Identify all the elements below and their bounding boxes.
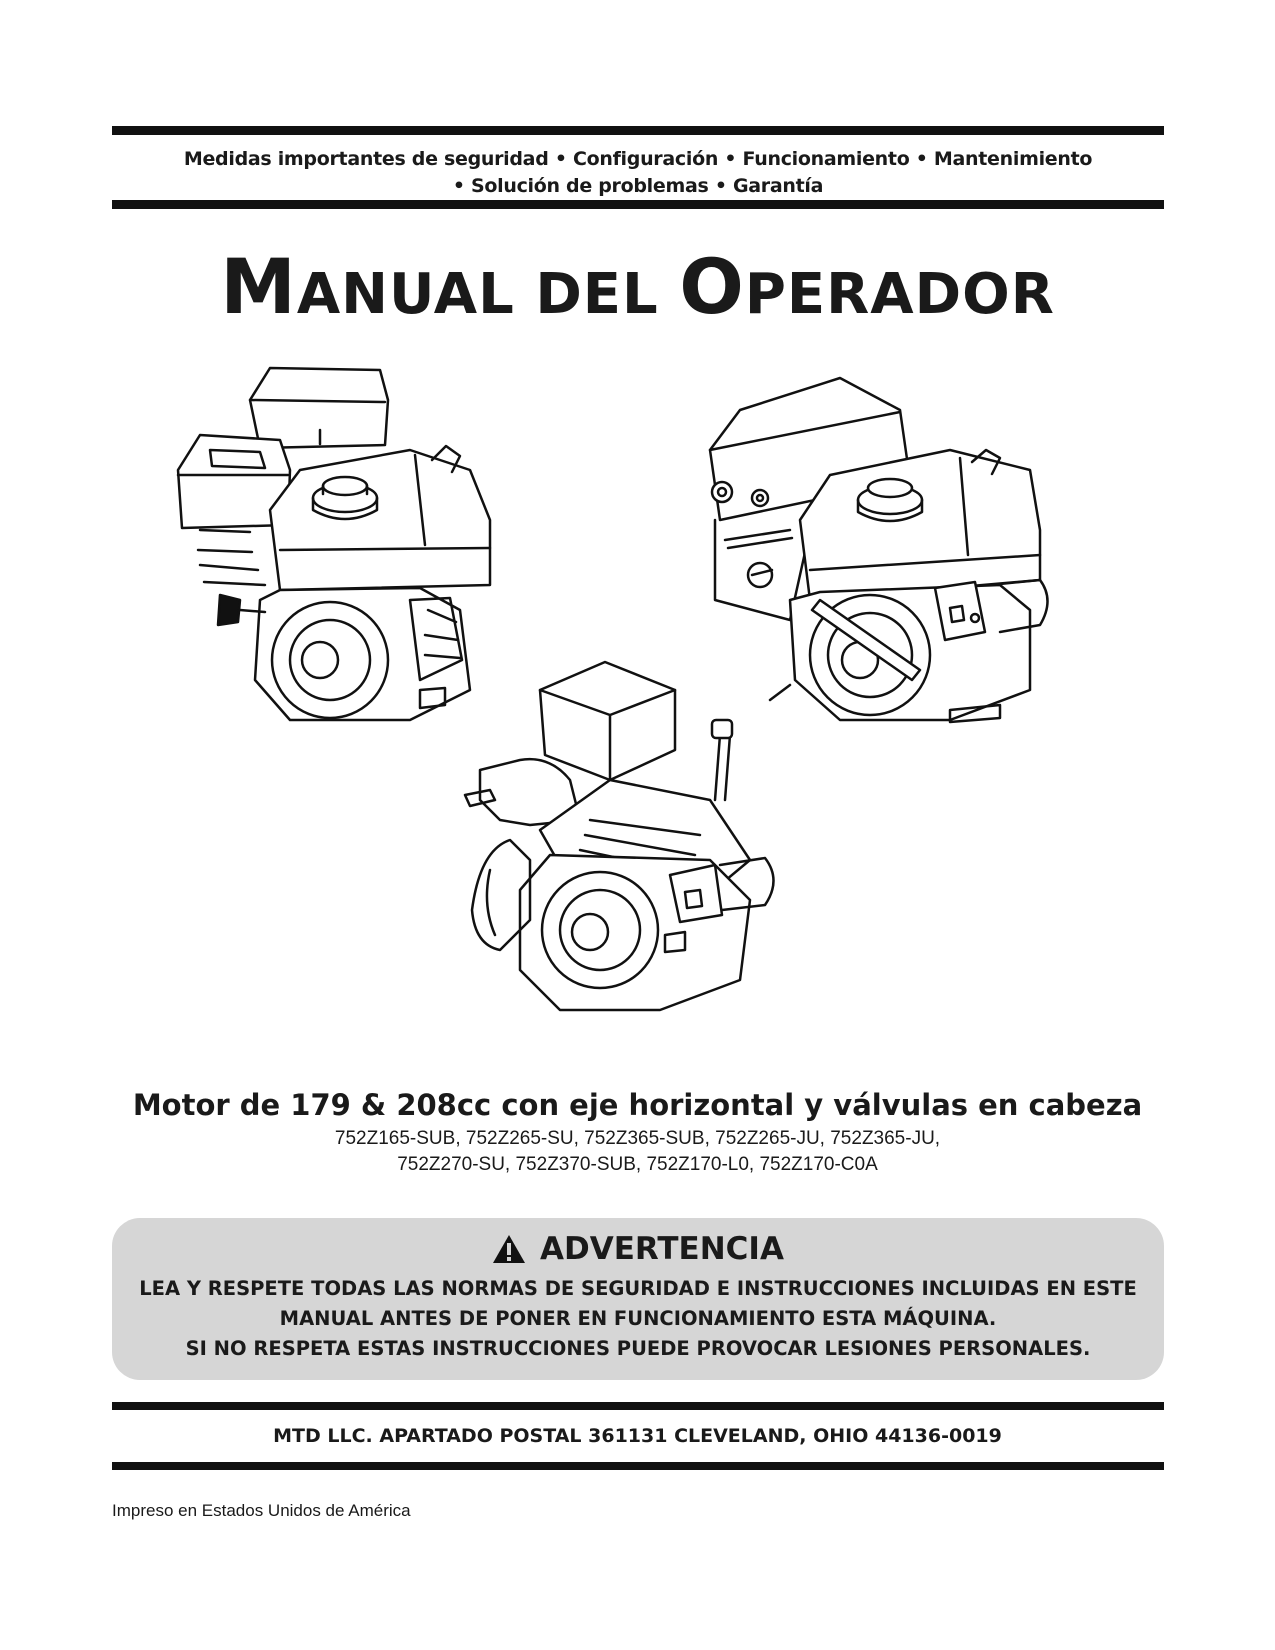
topics-line-2: • Solución de problemas • Garantía: [452, 175, 824, 197]
warning-heading-text: ADVERTENCIA: [540, 1231, 784, 1267]
title-word-del: DEL: [535, 262, 659, 327]
title-word-operador: PERADOR: [744, 262, 1055, 327]
top-rule-lower: [112, 200, 1164, 209]
topics-list: [112, 146, 1164, 200]
warning-line-3: SI NO RESPETA ESTAS INSTRUCCIONES PUEDE PROVOCAR LESIONES PERSONALES.: [185, 1337, 1091, 1360]
title-initial-m: M: [220, 242, 297, 331]
topics-line-1: Medidas importantes de seguridad • Configuración • Funcionamiento • Mantenimiento: [183, 148, 1093, 170]
footer-rule-lower: [112, 1462, 1164, 1470]
warning-box: [112, 1218, 1164, 1380]
title-initial-o: O: [679, 242, 745, 331]
company-address: MTD LLC. APARTADO POSTAL 361131 CLEVELAND, OHIO 44136-0019: [273, 1425, 1002, 1447]
warning-triangle-icon: [492, 1234, 526, 1264]
product-subtitle: Motor de 179 & 208cc con eje horizontal y válvulas en cabeza: [132, 1088, 1143, 1122]
warning-body: [112, 1274, 1164, 1364]
page-title: [0, 242, 1275, 331]
warning-heading: [112, 1228, 1164, 1270]
printed-in-notice: Impreso en Estados Unidos de América: [112, 1501, 411, 1520]
model-numbers-line-1: 752Z165-SUB, 752Z265-SU, 752Z365-SUB, 752Z265-JU, 752Z365-JU,: [334, 1128, 941, 1149]
model-numbers-line-2: 752Z270-SU, 752Z370-SUB, 752Z170-L0, 752Z170-C0A: [397, 1154, 878, 1175]
warning-line-1: LEA Y RESPETE TODAS LAS NORMAS DE SEGURIDAD E INSTRUCCIONES INCLUIDAS EN ESTE: [139, 1277, 1137, 1300]
top-rule-upper: [112, 126, 1164, 135]
title-word-manual: ANUAL: [296, 262, 515, 327]
model-numbers: [0, 1126, 1275, 1178]
engine-illustration-center: [460, 660, 800, 1020]
footer-rule-upper: [112, 1402, 1164, 1410]
warning-line-2: MANUAL ANTES DE PONER EN FUNCIONAMIENTO ESTA MÁQUINA.: [279, 1307, 997, 1330]
